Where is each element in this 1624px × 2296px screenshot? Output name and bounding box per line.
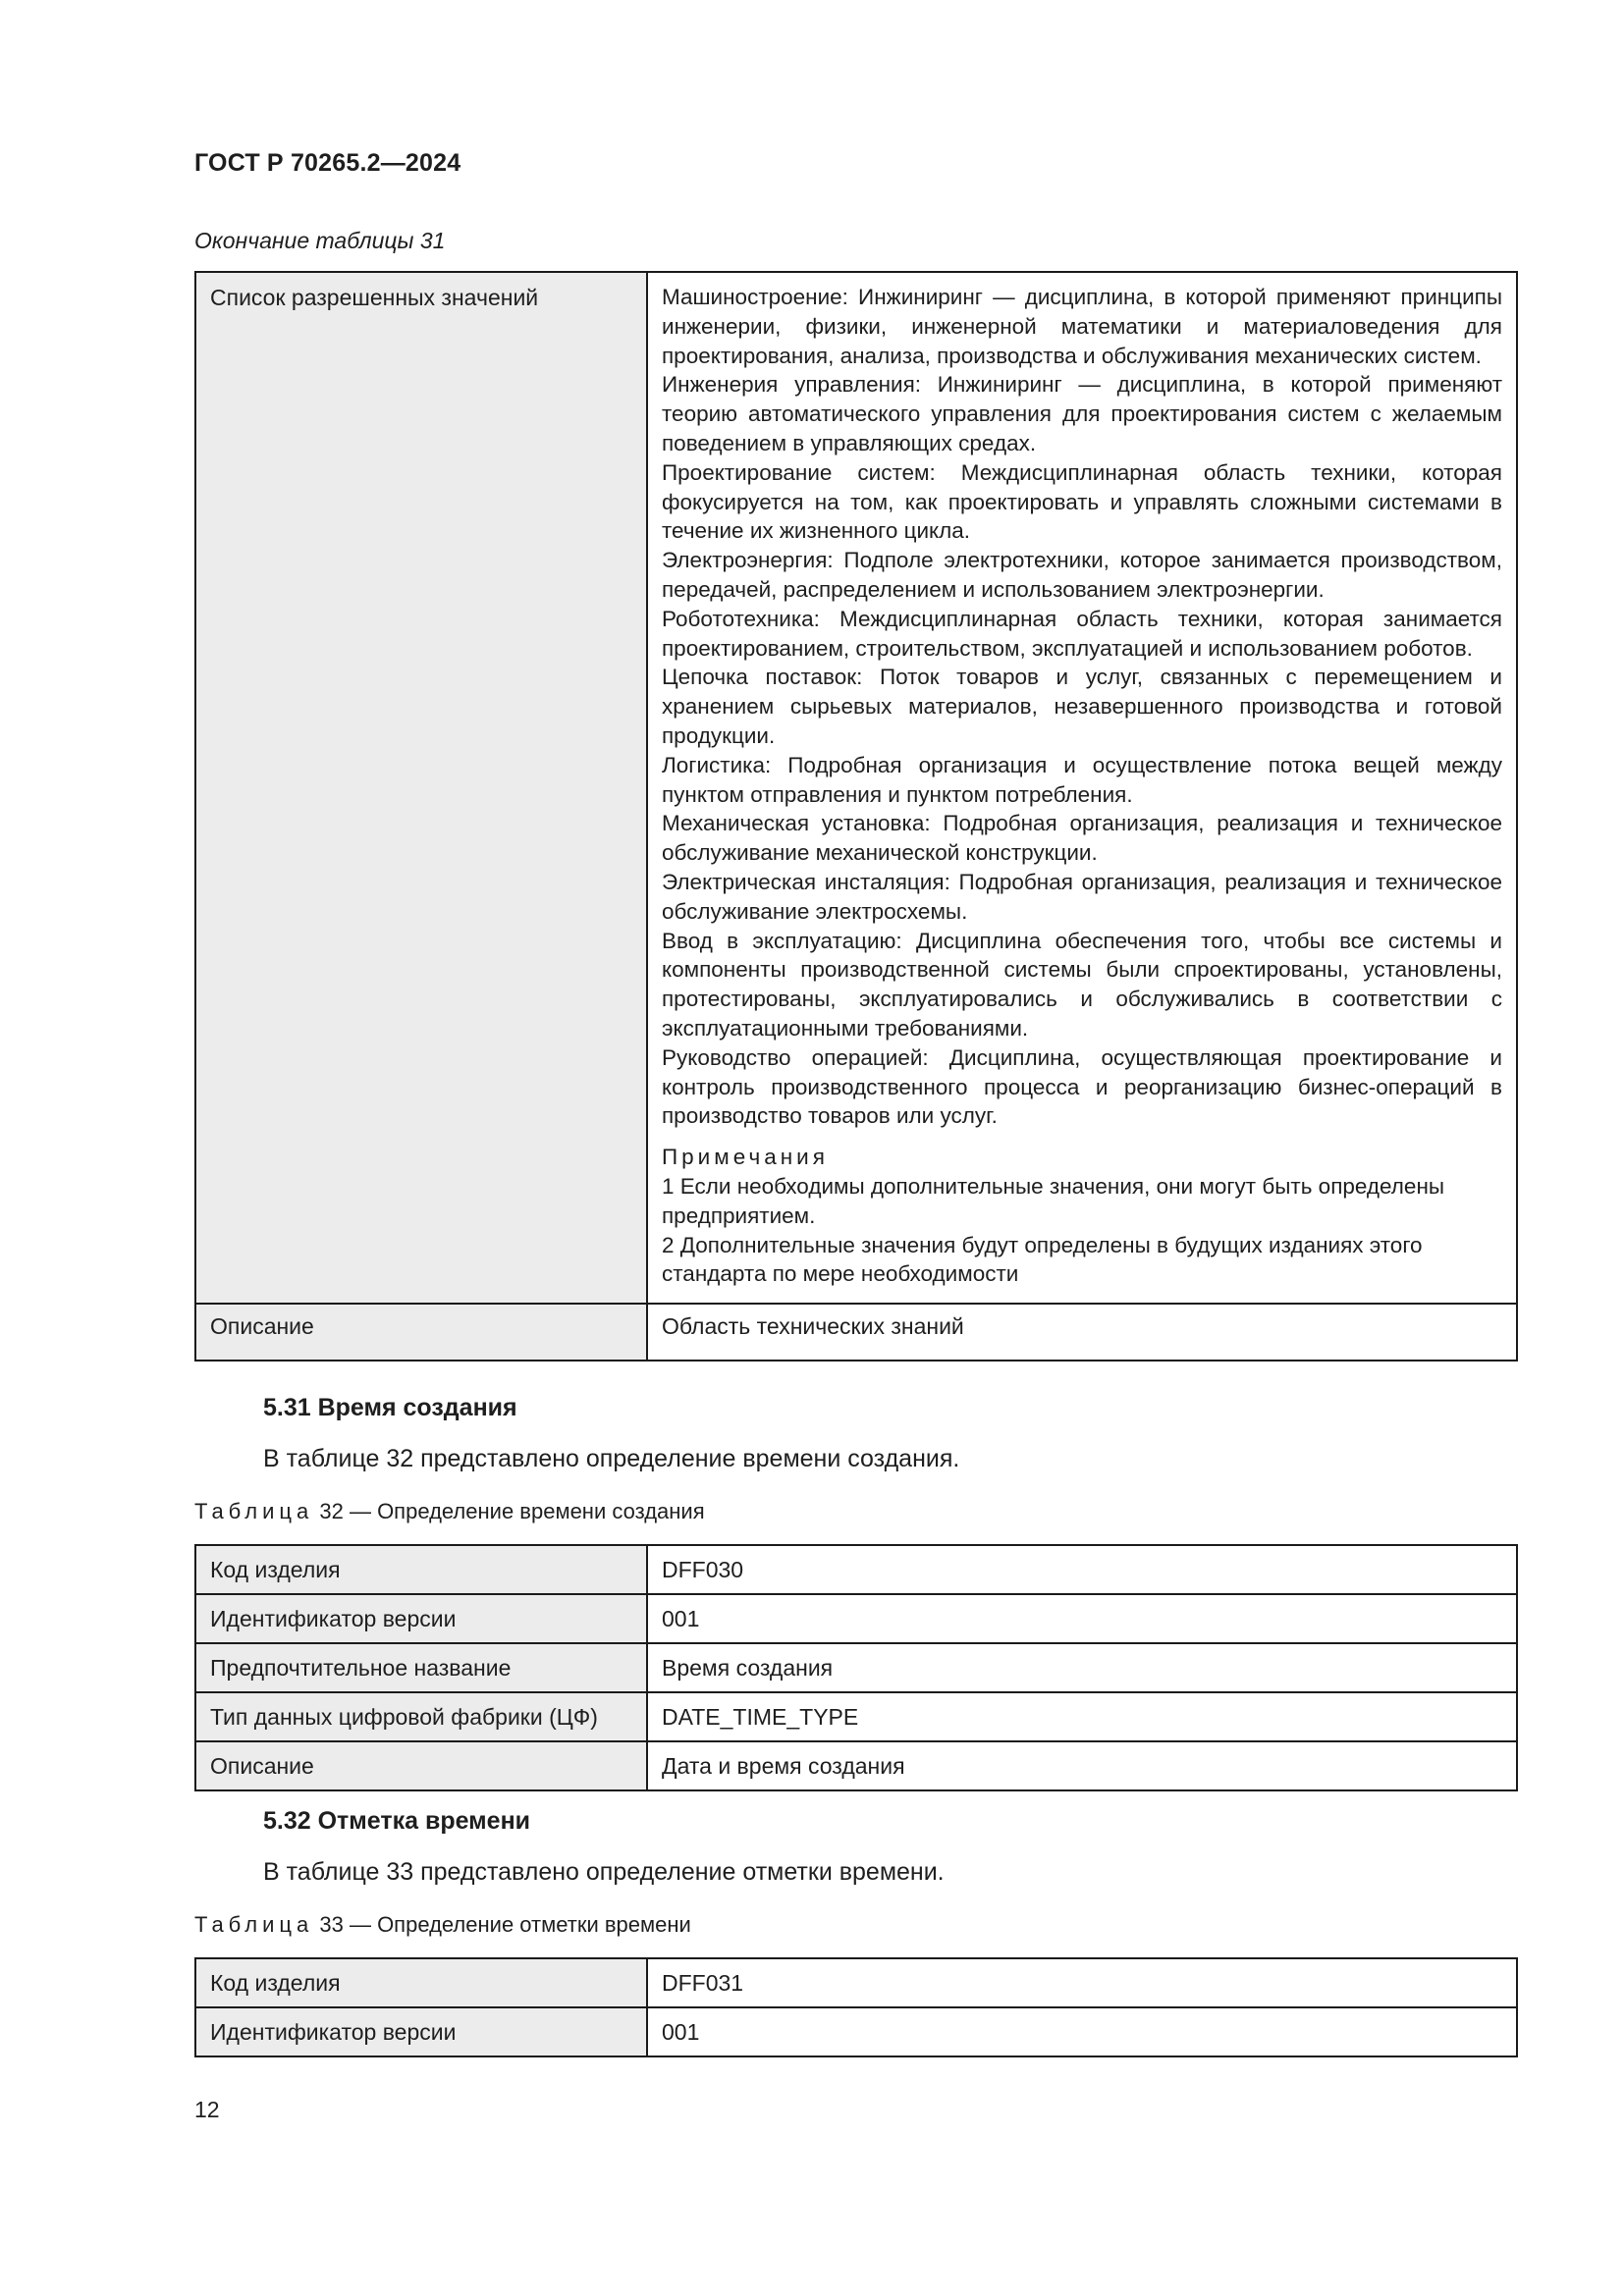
section-5-31-title: 5.31 Время создания (263, 1394, 517, 1421)
section-5-32-title: 5.32 Отметка времени (263, 1807, 531, 1835)
description-label: Описание (195, 1304, 647, 1361)
table-row (195, 1692, 1517, 1741)
row-label: Тип данных цифровой фабрики (ЦФ) (195, 1692, 647, 1741)
row-value: Время создания (647, 1643, 1517, 1692)
page-number: 12 (194, 2097, 220, 2122)
row-value: 001 (647, 1594, 1517, 1643)
table-row (195, 1643, 1517, 1692)
table33-caption (194, 1912, 691, 1938)
table-row (195, 272, 1517, 1304)
row-label: Код изделия (195, 1958, 647, 2007)
row-value: DFF030 (647, 1545, 1517, 1594)
table-row (195, 1545, 1517, 1594)
table-row (195, 1958, 1517, 2007)
row-label: Описание (195, 1741, 647, 1790)
table32-caption (194, 1499, 705, 1524)
table-row (195, 1741, 1517, 1790)
table33-caption-word: Таблица (194, 1912, 314, 1937)
table-row (195, 1594, 1517, 1643)
row-value: Дата и время создания (647, 1741, 1517, 1790)
allowed-values-label (195, 272, 647, 1304)
document-header: ГОСТ Р 70265.2—2024 (194, 149, 461, 177)
row-label: Идентификатор версии (195, 2007, 647, 2056)
notes-body: 1 Если необходимы дополнительные значения, они могут быть определены предприятием. 2 Дополнительные значения будут определены в будущих изданиях этого стандарта по мере необходимости (662, 1173, 1445, 1287)
row-value: DATE_TIME_TYPE (647, 1692, 1517, 1741)
table-row (195, 2007, 1517, 2056)
notes-heading: Примечания (662, 1145, 829, 1170)
description-value: Область технических знаний (647, 1304, 1517, 1361)
table-row (195, 1304, 1517, 1361)
table-33 (194, 1957, 1518, 2057)
table31-continuation-caption: Окончание таблицы 31 (194, 228, 446, 253)
row-label: Предпочтительное название (195, 1643, 647, 1692)
row-value: DFF031 (647, 1958, 1517, 2007)
allowed-values-list: Машиностроение: Инжиниринг — дисциплина, в которой применяют принципы инженерии, физики, инженерной математики и материаловедения для проектирования, анализа, производства и обслуживания механических систем. Инженерия управления: Инжиниринг — дисциплина, в которой применяют теорию автоматического управления для проектирования систем с желаемым поведением в управляющих средах. Проектирование систем: Междисциплинарная область техники, которая фокусируется на том, как проектировать и управлять сложными системами в течение их жизненного цикла. Электроэнергия: Подполе электротехники, которое занимается производством, передачей, распределением и использованием электроэнергии. Робототехника: Междисциплинарная область техники, которая занимается проектированием, строительством, эксплуатацией и использованием роботов. Цепочка поставок: Поток товаров и услуг, связанных с перемещением и хранением сырьевых материалов, незавершенного производства и готовой продукции. Логистика: Подробная организация и осуществление потока вещей между пунктом отправления и пунктом потребления. Механическая установка: Подробная организация, реализация и техническое обслуживание механической конструкции. Электрическая инсталяция: Подробная организация, реализация и техническое обслуживание электросхемы. Ввод в эксплуатацию: Дисциплина обеспечения того, чтобы все системы и компоненты производственной системы были спроектированы, установлены, протестированы, эксплуатировались и обслуживались в соответствии с эксплуатационными требованиями. Руководство операцией: Дисциплина, осуществляющая проектирование и контроль производственного процесса и реорганизацию бизнес-операций в производство товаров или услуг. (662, 285, 1502, 1129)
row-label: Идентификатор версии (195, 1594, 647, 1643)
table-32 (194, 1544, 1518, 1791)
table-31 (194, 271, 1518, 1362)
allowed-values-cell (647, 272, 1517, 1304)
row-value: 001 (647, 2007, 1517, 2056)
allowed-values-label-text: Список разрешенных значений (210, 285, 539, 310)
table32-caption-word: Таблица (194, 1499, 314, 1523)
table32-caption-text: 32 — Определение времени создания (313, 1499, 705, 1523)
section-5-32-text: В таблице 33 представлено определение отметки времени. (263, 1858, 945, 1886)
row-label: Код изделия (195, 1545, 647, 1594)
table33-caption-text: 33 — Определение отметки времени (313, 1912, 691, 1937)
section-5-31-text: В таблице 32 представлено определение времени создания. (263, 1445, 960, 1472)
